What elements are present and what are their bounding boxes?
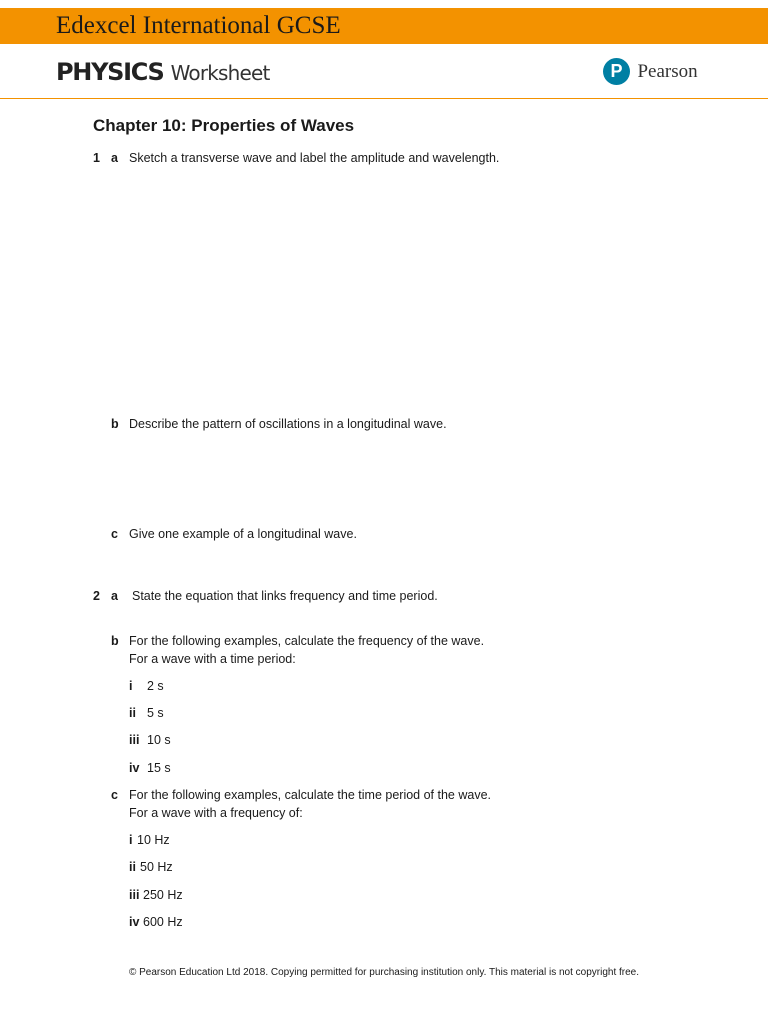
publisher-name: Pearson	[637, 60, 698, 82]
q2b-item-label: i	[129, 679, 133, 693]
copyright-footer: © Pearson Education Ltd 2018. Copying permitted for purchasing institution only. This material is not copyright free.	[128, 967, 640, 978]
header-bar	[0, 8, 768, 44]
q2c-item-value: 600 Hz	[143, 915, 183, 929]
brand-title: Edexcel International GCSE	[56, 12, 341, 39]
q1a-label: a	[111, 151, 118, 165]
q1b-label: b	[111, 417, 119, 431]
q2b-item-label: iii	[129, 733, 140, 747]
q2b-item-value: 5 s	[147, 706, 164, 720]
q2c-item-label: ii	[129, 860, 136, 874]
q1a-text: Sketch a transverse wave and label the amplitude and wavelength.	[129, 151, 500, 165]
doc-type: Worksheet	[170, 61, 270, 85]
subject-name: PHYSICS	[56, 58, 164, 86]
q2a-text: State the equation that links frequency and time period.	[132, 589, 438, 603]
q1c-label: c	[111, 527, 118, 541]
q1c-text: Give one example of a longitudinal wave.	[129, 527, 357, 541]
q2c-item-value: 250 Hz	[143, 888, 183, 902]
q2c-line2: For a wave with a frequency of:	[129, 806, 303, 820]
q2b-item-label: iv	[129, 761, 140, 775]
q2b-label: b	[111, 634, 119, 648]
q2b-item-value: 2 s	[147, 679, 164, 693]
q2b-line1: For the following examples, calculate the frequency of the wave.	[129, 634, 485, 648]
q2b-item-label: ii	[129, 706, 136, 720]
q2b-item-value: 10 s	[147, 733, 171, 747]
chapter-title: Chapter 10: Properties of Waves	[93, 116, 355, 135]
header-divider	[0, 98, 768, 99]
q2c-line1: For the following examples, calculate the time period of the wave.	[129, 788, 491, 802]
q2c-item-label: i	[129, 833, 133, 847]
q2a-label: a	[111, 589, 118, 603]
q2c-item-value: 10 Hz	[137, 833, 170, 847]
q2c-item-label: iv	[129, 915, 140, 929]
q2-number: 2	[93, 589, 100, 603]
q1-number: 1	[93, 151, 100, 165]
q2c-label: c	[111, 788, 118, 802]
pearson-logo-icon: P	[603, 58, 630, 85]
q2b-line2: For a wave with a time period:	[129, 652, 296, 666]
q2b-item-value: 15 s	[147, 761, 171, 775]
q2c-item-value: 50 Hz	[140, 860, 173, 874]
q1b-text: Describe the pattern of oscillations in a longitudinal wave.	[129, 417, 447, 431]
pearson-logo	[603, 58, 698, 86]
subject-title	[56, 58, 270, 86]
q2c-item-label: iii	[129, 888, 140, 902]
